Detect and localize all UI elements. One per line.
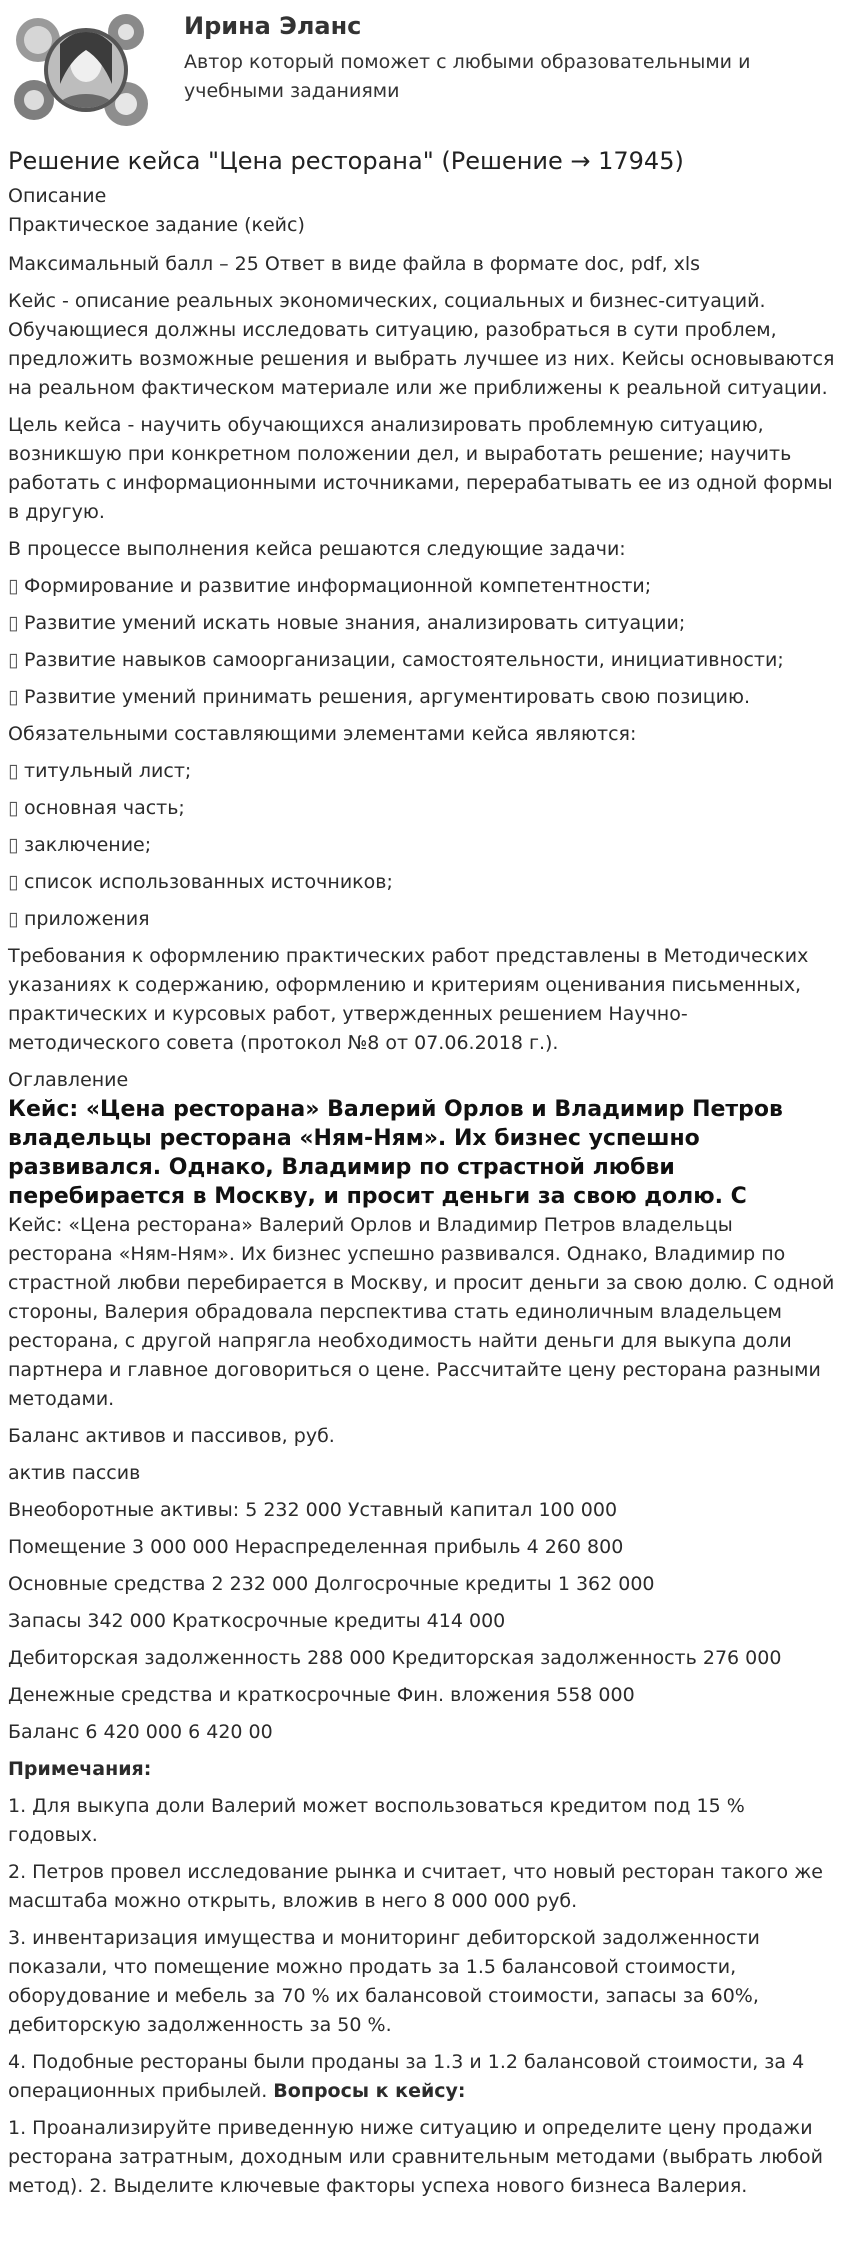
list-item: ▯ основная часть; [8,794,838,823]
balance-row: Баланс 6 420 000 6 420 00 [8,1721,273,1743]
case-text: Кейс: «Цена ресторана» Валерий Орлов и Владимир Петров владельцы ресторана «Ням-Ням». Их бизнес успешно развивался. Однако, Владимир по страстной любви перебирается в Москву, и просит деньги за свою долю. С одной стороны, Валерия обрадовала перспектива стать единоличным владельцем ресторана, с другой напрягла необходимость найти деньги для выкупа доли партнера и главное договориться о цене. Рассчитайте цену ресторана разными методами. [8,1214,835,1410]
list-item: ▯ Формирование и развитие информационной компетентности; [8,572,838,601]
author-name[interactable]: Ирина Эланс [184,12,362,40]
bullet-icon: ▯ [8,686,19,708]
requirements: Требования к оформлению практических работ представлены в Методических указаниях к содержанию, оформлению и критериям оценивания письменных, практических и курсовых работ, утвержденных решением Научно-методического совета (протокол №8 от 07.06.2018 г.). [8,945,809,1054]
elements-intro: Обязательными составляющими элементами кейса являются: [8,723,637,745]
questions-label: Вопросы к кейсу: [273,2080,466,2102]
bullet-icon: ▯ [8,575,19,597]
balance-row: Внеоборотные активы: 5 232 000 Уставный капитал 100 000 [8,1499,618,1521]
tasks-intro: В процессе выполнения кейса решаются следующие задачи: [8,538,626,560]
toc-label: Оглавление [8,1069,129,1091]
balance-title: Баланс активов и пассивов, руб. [8,1425,335,1447]
questions: 1. Проанализируйте приведенную ниже ситуацию и определите цену продажи ресторана затратным, доходным или сравнительным методами (выбрать любой метод). 2. Выделите ключевые факторы успеха нового бизнеса Валерия. [8,2117,823,2197]
bullet-icon: ▯ [8,612,19,634]
bullet-icon: ▯ [8,760,19,782]
list-item: ▯ заключение; [8,831,838,860]
balance-row: Денежные средства и краткосрочные Фин. вложения 558 000 [8,1684,635,1706]
bullet-icon: ▯ [8,908,19,930]
list-item: ▯ Развитие умений принимать решения, аргументировать свою позицию. [8,683,838,712]
task-type: Практическое задание (кейс) [8,214,305,236]
balance-row: актив пассив [8,1462,141,1484]
author-avatar[interactable] [8,4,148,134]
balance-row: Запасы 342 000 Краткосрочные кредиты 414 000 [8,1610,506,1632]
note-item: 3. инвентаризация имущества и мониторинг дебиторской задолженности показали, что помещение можно продать за 1.5 балансовой стоимости, оборудование и мебель за 70 % их балансовой стоимости, запасы за 60%, дебиторскую задолженность за 50 %. [8,1927,760,2036]
balance-row: Дебиторская задолженность 288 000 Кредиторская задолженность 276 000 [8,1647,782,1669]
note-item: 1. Для выкупа доли Валерий может воспользоваться кредитом под 15 % годовых. [8,1795,745,1846]
bullet-icon: ▯ [8,871,19,893]
toc-heading: Кейс: «Цена ресторана» Валерий Орлов и Владимир Петров владельцы ресторана «Ням-Ням». Их бизнес успешно развивался. Однако, Владимир по страстной любви перебирается в Москву, и просит деньги за свою долю. С [8,1097,783,1209]
description-label: Описание [8,185,107,207]
bullet-icon: ▯ [8,797,19,819]
case-goal: Цель кейса - научить обучающихся анализировать проблемную ситуацию, возникшую при конкретном положении дел, и выработать решение; научить работать с информационными источниками, перерабатывать ее из одной формы в другую. [8,414,833,523]
author-card [0,0,847,140]
solution-content [8,138,838,2209]
balance-row: Основные средства 2 232 000 Долгосрочные кредиты 1 362 000 [8,1573,655,1595]
author-bio: Автор который поможет с любыми образовательными и учебными заданиями [184,51,751,102]
note-item: 4. Подобные рестораны были проданы за 1.3 и 1.2 балансовой стоимости, за 4 операционных прибылей. Вопросы к кейсу: [8,2051,805,2102]
list-item: ▯ приложения [8,905,838,934]
list-item: ▯ Развитие навыков самоорганизации, самостоятельности, инициативности; [8,646,838,675]
case-definition: Кейс - описание реальных экономических, социальных и бизнес-ситуаций. Обучающиеся должны исследовать ситуацию, разобраться в сути проблем, предложить возможные решения и выбрать лучшее из них. Кейсы основываются на реальном фактическом материале или же приближены к реальной ситуации. [8,290,835,399]
list-item: ▯ список использованных источников; [8,868,838,897]
bullet-icon: ▯ [8,649,19,671]
balance-row: Помещение 3 000 000 Нераспределенная прибыль 4 260 800 [8,1536,624,1558]
list-item: ▯ титульный лист; [8,757,838,786]
notes-label: Примечания: [8,1758,152,1780]
note-item: 2. Петров провел исследование рынка и считает, что новый ресторан такого же масштаба можно открыть, вложив в него 8 000 000 руб. [8,1861,823,1912]
bullet-icon: ▯ [8,834,19,856]
page-title: Решение кейса "Цена ресторана" (Решение → 17945) [8,147,684,175]
max-score: Максимальный балл – 25 Ответ в виде файла в формате doc, pdf, xls [8,253,701,275]
list-item: ▯ Развитие умений искать новые знания, анализировать ситуации; [8,609,838,638]
